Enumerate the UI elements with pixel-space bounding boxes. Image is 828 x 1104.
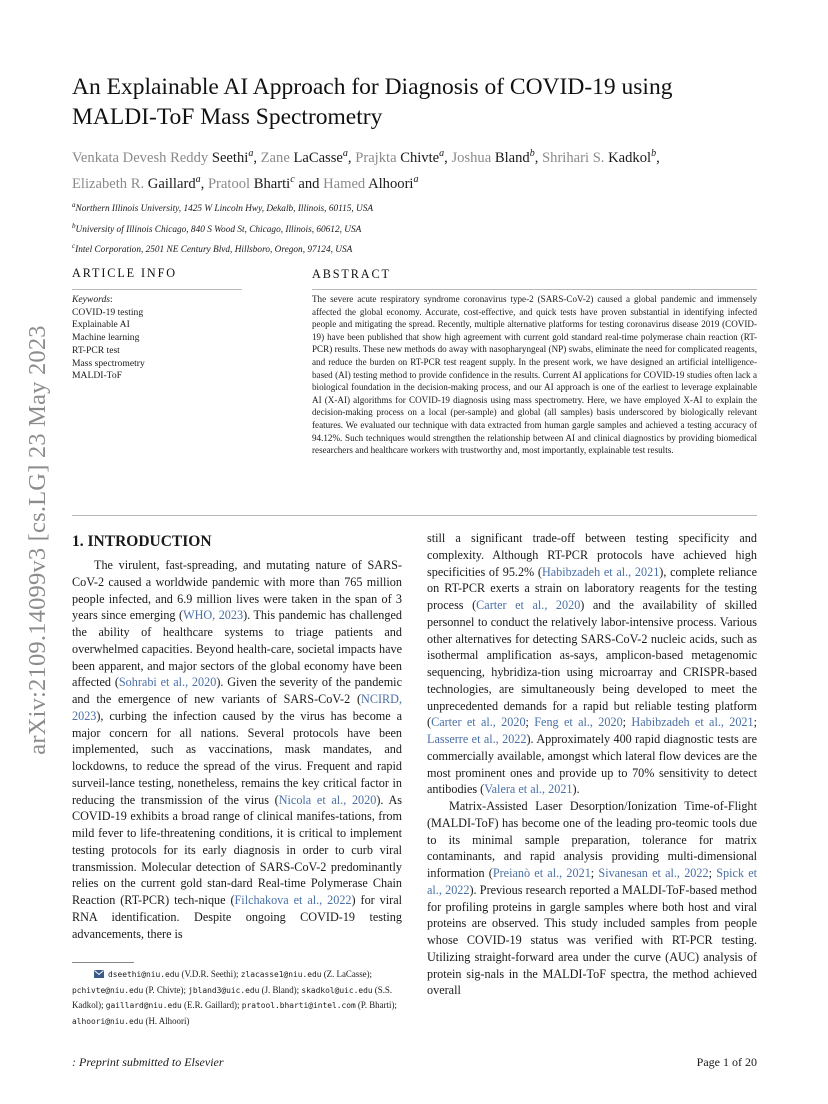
affiliation-line (72, 238, 772, 259)
affiliation-list (72, 197, 772, 259)
footnote-email-list: dseethi@niu.edu (V.D.R. Seethi); zlacasse1@niu.edu (Z. LaCasse); pchivte@niu.edu (P. Chivte); jbland3@uic.edu (J. Bland); skadkol@uic.edu (S.S. Kadkol); gaillard@niu.edu (E.R. Gaillard); pratool.bharti@intel.com (P. Bharti); alhoori@niu.edu (H. Alhoori) (72, 969, 397, 1026)
citation-link[interactable]: Nicola et al., 2020 (278, 792, 377, 807)
citation-link[interactable]: Sohrabi et al., 2020 (118, 675, 217, 690)
author-affiliation-mark: a (248, 148, 254, 159)
citation-link[interactable]: Habibzadeh et al., 2021 (541, 564, 660, 579)
author-affiliation-mark: b (651, 148, 657, 159)
author-last-name: Gaillard (147, 175, 196, 192)
author-name (207, 173, 295, 192)
intro-paragraph-2: Matrix-Assisted Laser Desorption/Ionization Time-of-Flight (MALDI-ToF) has become one of the leading pro-teomic tools due to its minimal sample preparation, tolerance for matrix contaminants, and rapid analysis providing multi-dimensional information (Preianò et al., 2021; Sivanesan et al., 2022; Spick et al., 2022). Previous research reported a MALDI-ToF-based method for profiling proteins in gargle samples where both host and viral proteins are observed. This study included samples from people whose COVID-19 status was verified with RT-PCR testing. Utilizing straight-forward area under the curve (AUC) analysis of protein sig-nals in the MALDI-ToF spectra, the method achieved overall (427, 799, 757, 998)
author-name (451, 150, 534, 166)
email-address[interactable]: gaillard@niu.edu (105, 1001, 182, 1010)
affiliation-mark: b (72, 221, 76, 230)
arxiv-identifier-stamp (18, 290, 58, 790)
citation-link[interactable]: Habibzadeh et al., 2021 (631, 715, 754, 730)
intro-paragraph-1-continued: still a significant trade-off between testing specificity and complexity. Although RT-PCR protocols have achieved high specificities of 95.2% (Habibzadeh et al., 2021), complete reliance on RT-PCR exerts a strain on laboratory reagents for the testing process (Carter et al., 2020) and the availability of skilled personnel to conduct the relatively labor-intensive process. Various other alternatives for detecting SARS-CoV-2 nucleic acids, such as isothermal amplification as-says, amplicon-based metagenomic sequencing, hybridiza-tion using microarray and CRISPR-based technologies, are simultaneously being developed to meet the unprecedented demands for a rapid but reliable testing platform (Carter et al., 2020; Feng et al., 2020; Habibzadeh et al., 2021; Lasserre et al., 2022). Approximately 400 rapid diagnostic tests are commercially available, amongst which lateral flow devices are the most prominent ones and provide up to 70% sensitivity to detect antibodies (Valera et al., 2021). (427, 531, 758, 797)
abstract-heading: ABSTRACT (312, 267, 391, 281)
citation-link[interactable]: Carter et al., 2020 (476, 598, 581, 612)
citation-link[interactable]: Carter et al., 2020 (431, 715, 526, 730)
citation-link[interactable]: WHO, 2023 (183, 608, 244, 623)
citation-link[interactable]: Lasserre et al., 2022 (427, 732, 527, 746)
intro-left-column (72, 557, 402, 942)
intro-right-column (427, 530, 757, 999)
citation-link[interactable]: Filchakova et al., 2022 (234, 893, 352, 907)
author-name (542, 150, 656, 166)
affiliation-line (72, 218, 772, 239)
author-last-name: Bharti (253, 175, 291, 192)
author-first-name: Prajkta (355, 149, 401, 166)
paper-title (72, 72, 772, 132)
abstract-text: The severe acute respiratory syndrome coronavirus type-2 (SARS-CoV-2) caused a global pandemic and immensely affected the global economy. Accurate, cost-effective, and quick tests have proven substantial in identifying infected people and mitigating the spread. Recently, multiple alternative platforms for testing coronavirus disease 2019 (COVID-19) have been published that show high agreement with current gold standard real-time polymerase chain reaction (RT-PCR) results. These new methods do away with nasopharyngeal (NP) swabs, eliminate the need for complicated reagents, and reduce the burden on RT-PCR test reagent supply. In the present work, we have designed an artificial intelligence-based (AI) testing method to provide confidence in the results. Current AI applications for COVID-19 studies often lack a biological foundation in the decision-making process, and our AI approach is one of the earliest to leverage explainable AI (X-AI) algorithms for COVID-19 diagnosis using mass spectrometry. Here, we have employed X-AI to explain the decision-making process on a local (per-sample) and global (all samples) basis underscored by biologically relevant features. We evaluated our technique with data extracted from human gargle samples and achieved a testing accuracy of 94.12%. Such techniques would strengthen the relationship between AI and clinical diagnostics by providing biomedical researchers and healthcare workers with trustworthy and, most importantly, explainable test results. (312, 294, 757, 456)
email-address[interactable]: pratool.bharti@intel.com (241, 1001, 356, 1010)
title-line-2: MALDI-ToF Mass Spectrometry (72, 104, 383, 130)
affiliation-text: Northern Illinois University, 1425 W Lincoln Hwy, Dekalb, Illinois, 60115, USA (75, 204, 374, 215)
author-name (72, 173, 201, 192)
author-first-name: Joshua (451, 149, 495, 166)
author-first-name: Elizabeth R. (72, 175, 148, 192)
keywords-block: Keywords: COVID-19 testing Explainable AI Machine learning RT-PCR test Mass spectrometry MALDI-ToF (72, 294, 242, 383)
author-affiliation-mark: b (529, 148, 535, 159)
section-heading-introduction: 1. INTRODUCTION (72, 533, 212, 550)
article-info-rule (72, 289, 242, 290)
author-last-name: Seethi (211, 149, 249, 166)
article-info-heading: ARTICLE INFO (72, 266, 178, 280)
abstract-bottom-rule (72, 515, 757, 516)
author-affiliation-mark: a (413, 173, 419, 185)
author-last-name: Alhoori (368, 175, 414, 192)
author-last-name: Chivte (400, 149, 440, 166)
author-last-name: Kadkol (608, 149, 652, 166)
email-address[interactable]: zlacasse1@niu.edu (240, 970, 322, 979)
author-affiliation-mark: c (290, 173, 295, 185)
affiliation-mark: a (72, 201, 76, 209)
author-last-name: Bland (494, 149, 530, 166)
title-line-1: An Explainable AI Approach for Diagnosis of COVID-19 using (72, 74, 673, 100)
keyword-item: RT-PCR test (72, 344, 120, 356)
author-name (355, 150, 444, 166)
citation-link[interactable]: Sivanesan et al., 2022 (598, 866, 709, 880)
author-list: Venkata Devesh Reddy Seethi$^a$, Zane LaCasse$^a$, Prajkta Chivte$^a$, Joshua Bland$^b$, Shrihari S. Kadkol$^b$, Elizabeth R. Gaillard$^a$, Pratool Bharti$^c$ and Hamed Alhoori$^a$ (72, 148, 660, 192)
email-address[interactable]: pchivte@niu.edu (72, 985, 144, 995)
citation-link[interactable]: Valera et al., 2021 (484, 782, 573, 797)
footnote-rule (72, 962, 134, 963)
author-first-name: Hamed (323, 175, 369, 192)
arxiv-stamp-text: arXiv:2109.14099v3 [cs.LG] 23 May 2023 (24, 325, 51, 755)
keywords-list (72, 307, 242, 383)
affiliation-text: Intel Corporation, 2501 NE Century Blvd, Hillsboro, Oregon, 97124, USA (75, 245, 353, 256)
author-first-name: Pratool (207, 175, 254, 192)
email-footnote (72, 967, 402, 1029)
keyword-item: Machine learning (72, 332, 140, 344)
affiliation-line (72, 197, 772, 218)
keyword-item: Explainable AI (72, 319, 130, 331)
keyword-item: COVID-19 testing (72, 306, 144, 318)
author-last-name: LaCasse (293, 149, 343, 166)
affiliation-text: University of Illinois Chicago, 840 S Wood St, Chicago, Illinois, 60612, USA (75, 224, 362, 235)
footer-page-number: Page 1 of 20 (696, 1055, 757, 1069)
email-address[interactable]: skadkol@uic.edu (301, 985, 373, 995)
author-name (72, 150, 253, 166)
author-first-name: Shrihari S. (542, 149, 609, 166)
email-address[interactable]: alhoori@niu.edu (72, 1016, 144, 1026)
author-affiliation-mark: a (342, 148, 348, 159)
email-address[interactable]: dseethi@niu.edu (108, 970, 180, 979)
citation-link[interactable]: NCIRD, 2023 (72, 692, 402, 723)
citation-link[interactable]: Feng et al., 2020 (534, 715, 623, 730)
footer-preprint-note: : Preprint submitted to Elsevier (72, 1055, 224, 1069)
intro-paragraph-1: The virulent, fast-spreading, and mutating nature of SARS-CoV-2 caused a worldwide pandemic with more than 765 million people infected, and 6.9 million lives were taken in the span of 3 years since emerging (WHO, 2023). This pandemic has challenged the ability of healthcare systems to triage patients and overwhelmed capacities. Beyond health-care, societal impacts have been apparent, and major sectors of the global economy have been affected (Sohrabi et al., 2020). Given the severity of the pandemic and the emergence of new variants of SARS-CoV-2 (NCIRD, 2023), curbing the infection caused by the virus has become a major concern for all nations. Several protocols have been implemented, such as vaccinations, mask mandates, and lockdowns, to reduce the spread of the virus. Frequent and rapid surveil-lance testing, nonetheless, remains the key critical factor in reducing the transmission of the virus (Nicola et al., 2020). As COVID-19 exhibits a broad range of clinical manifes-tations, from mild fever to life-threatening conditions, it is critical to implement testing protocols for its early diagnosis in order to curb viral transmission. Molecular detection of SARS-CoV-2 predominantly relies on the current gold stan-dard Real-time Polymerase Chain Reaction (RT-PCR) tech-nique (Filchakova et al., 2022) for viral RNA identification. Despite ongoing COVID-19 testing advancements, there is (72, 558, 403, 941)
author-affiliation-mark: a (195, 173, 201, 185)
citation-link[interactable]: Preianò et al., 2021 (492, 866, 591, 880)
author-name (323, 173, 419, 192)
envelope-icon (94, 970, 104, 978)
author-name (261, 150, 348, 166)
author-first-name: Venkata Devesh Reddy (72, 149, 212, 166)
keyword-item: Mass spectrometry (72, 357, 145, 369)
email-address[interactable]: jbland3@uic.edu (188, 985, 260, 995)
author-first-name: Zane (260, 149, 294, 166)
author-affiliation-mark: a (439, 148, 445, 159)
affiliation-mark: c (72, 242, 76, 251)
keyword-item: MALDI-ToF (72, 370, 122, 382)
citation-link[interactable]: Spick et al., 2022 (427, 866, 757, 897)
keywords-label: Keywords (72, 294, 111, 305)
abstract-rule (312, 289, 757, 290)
